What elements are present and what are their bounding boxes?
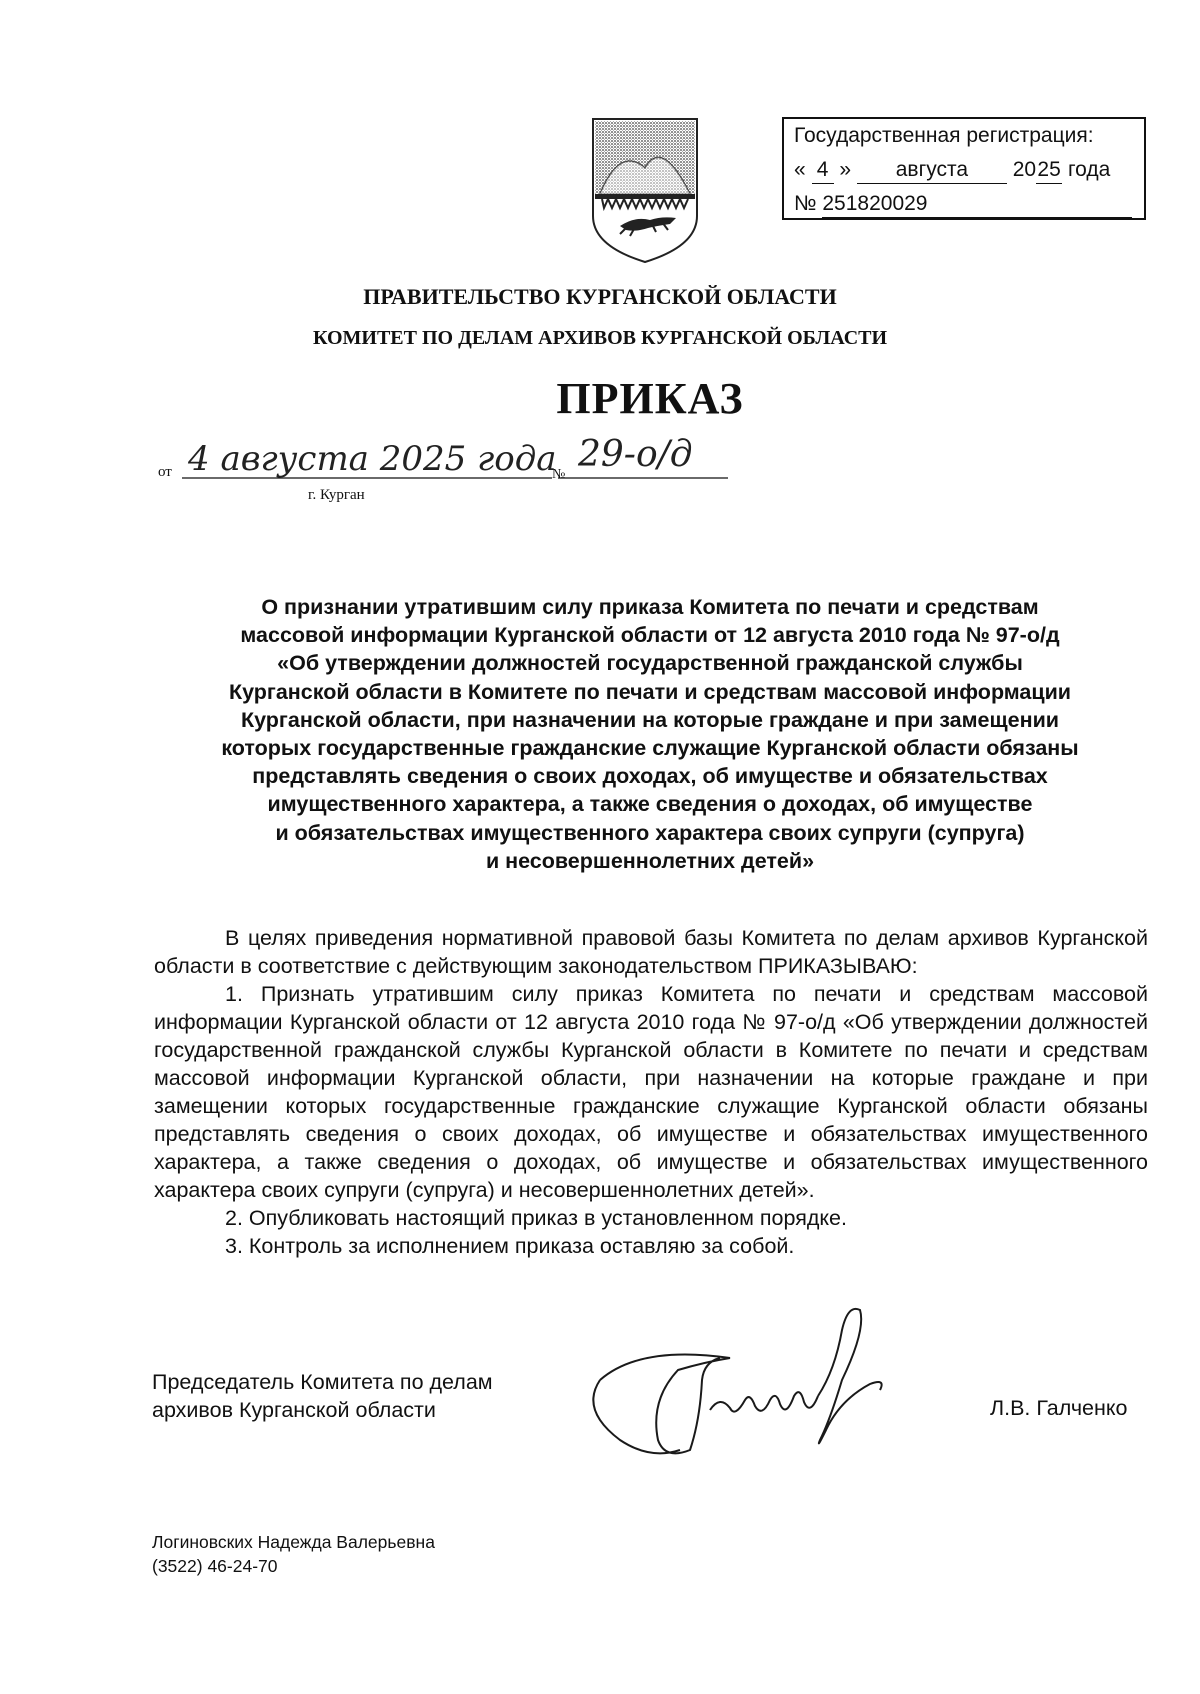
- signatory-position-line: архивов Курганской области: [152, 1398, 436, 1422]
- executor-phone: (3522) 46-24-70: [152, 1556, 278, 1576]
- title-line: имущественного характера, а также сведения о доходах, об имуществе: [267, 792, 1033, 817]
- committee-name: КОМИТЕТ ПО ДЕЛАМ АРХИВОВ КУРГАНСКОЙ ОБЛАСТИ: [312, 327, 888, 349]
- registration-day: 4: [812, 157, 834, 184]
- item-3-paragraph: 3. Контроль за исполнением приказа оставляю за собой.: [225, 1234, 795, 1258]
- preamble-paragraph: В целях приведения нормативной правовой базы Комитета по делам архивов Курганской области в соответствие с действующим законодательством ПРИКАЗЫВАЮ:: [154, 926, 1148, 978]
- number-sign: №: [552, 467, 566, 482]
- registration-number-row: [794, 187, 1144, 221]
- registration-number-sign: №: [794, 192, 817, 215]
- signatory-position: [152, 1368, 493, 1424]
- title-line: Курганской области в Комитете по печати и средствам массовой информации: [228, 679, 1072, 704]
- order-title: [150, 593, 1150, 875]
- government-name: ПРАВИТЕЛЬСТВО КУРГАНСКОЙ ОБЛАСТИ: [363, 284, 837, 309]
- title-line: О признании утратившим силу приказа Комитета по печати и средствам: [261, 595, 1039, 619]
- registration-title: Государственная регистрация:: [794, 124, 1094, 147]
- executor-info: [152, 1530, 435, 1578]
- title-line: Курганской области, при назначении на которые граждане и при замещении: [240, 707, 1060, 732]
- item-2-paragraph: 2. Опубликовать настоящий приказ в установленном порядке.: [225, 1206, 847, 1230]
- title-line: которых государственные гражданские служащие Курганской области обязаны: [221, 736, 1079, 761]
- signatory-name: Л.В. Галченко: [990, 1396, 1128, 1420]
- registration-year-prefix: 20: [1012, 158, 1037, 181]
- handwritten-date: 4 августа 2025 года: [188, 439, 557, 479]
- document-type: ПРИКАЗ: [556, 374, 744, 423]
- item-1-paragraph: 1. Признать утратившим силу приказ Комитета по печати и средствам массовой информации Курганской области от 12 августа 2010 года № 97-о/д «Об утверждении должностей государственной гражданской службы Курганской области в Комитете по печати и средствам массовой информации Курганской области, при назначении на которые граждане и при замещении которых государственные гражданские служащие Курганской области обязаны представлять сведения о своих доходах, об имуществе и обязательствах имущественного характера, а также сведения о доходах, об имуществе и обязательствах имущественного характера своих супруги (супруга) и несовершеннолетних детей».: [154, 982, 1148, 1202]
- state-registration-box: [782, 117, 1146, 220]
- registration-year-suffix: 25: [1036, 157, 1062, 184]
- title-line: массовой информации Курганской области от 12 августа 2010 года № 97-о/д: [240, 623, 1060, 648]
- registration-quote-open: «: [794, 158, 806, 181]
- title-line: и обязательствах имущественного характера своих супруги (супруга): [275, 820, 1025, 845]
- coat-of-arms-emblem: [590, 116, 700, 266]
- executor-name: Логиновских Надежда Валерьевна: [152, 1532, 435, 1552]
- title-line: представлять сведения о своих доходах, об имуществе и обязательствах: [252, 764, 1048, 789]
- order-body: [154, 924, 1148, 1260]
- registration-year-word: года: [1067, 158, 1111, 181]
- registration-month: августа: [857, 157, 1007, 184]
- handwritten-signature: [580, 1300, 930, 1470]
- city-label: г. Курган: [308, 487, 365, 503]
- date-number-line: [158, 434, 878, 514]
- from-label: от: [158, 464, 172, 480]
- registration-date-row: [794, 153, 1144, 187]
- registration-quote-close: »: [839, 158, 852, 181]
- registration-number: 251820029: [822, 191, 1132, 218]
- title-line: и несовершеннолетних детей»: [485, 848, 815, 873]
- title-line: «Об утверждении должностей государственной гражданской службы: [277, 651, 1023, 676]
- handwritten-number: 29-о/д: [578, 434, 693, 475]
- signatory-position-line: Председатель Комитета по делам: [152, 1370, 493, 1394]
